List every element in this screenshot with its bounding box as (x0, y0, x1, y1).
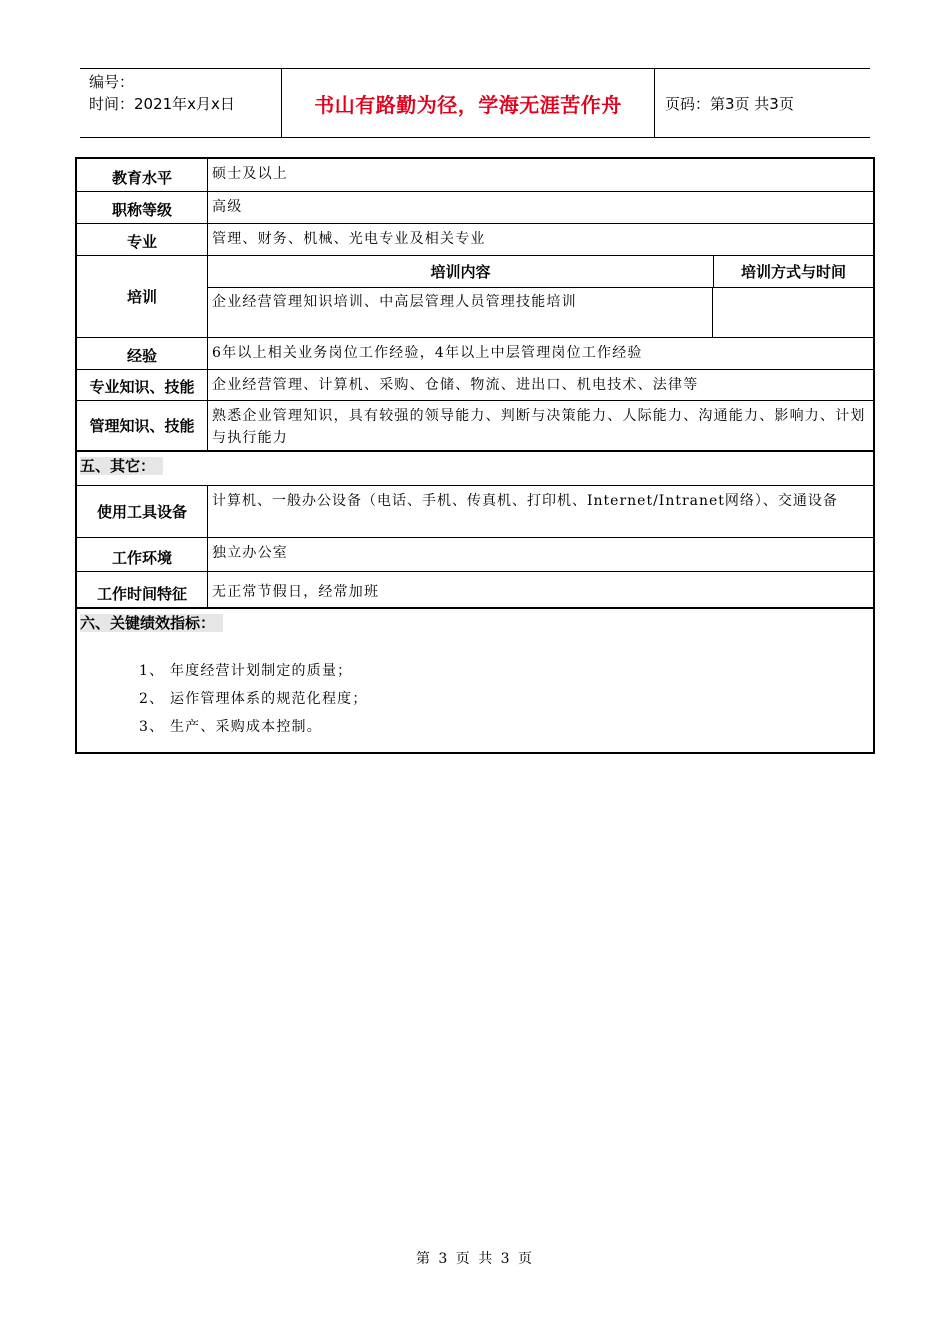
title-level-label: 职称等级 (77, 192, 208, 223)
training-body (208, 288, 873, 337)
experience-value: 6年以上相关业务岗位工作经验，4年以上中层管理岗位工作经验 (212, 345, 643, 361)
professional-skills-value: 企业经营管理、计算机、采购、仓储、物流、进出口、机电技术、法律等 (212, 377, 699, 393)
schedule-label: 工作时间特征 (77, 572, 208, 607)
training-method-value (713, 288, 873, 337)
header-motto: 书山有路勤为径，学海无涯苦作舟 (282, 69, 655, 137)
kpi-item: 1、 年度经营计划制定的质量； (139, 663, 353, 679)
job-description-table (75, 157, 875, 754)
header-page-label: 页码：第3页 共3页 (665, 94, 794, 113)
management-skills-label: 管理知识、技能 (77, 401, 208, 450)
tools-label: 使用工具设备 (77, 486, 208, 537)
training-label: 培训 (77, 256, 208, 337)
title-level-value: 高级 (212, 199, 243, 215)
training-row (77, 256, 873, 338)
environment-label: 工作环境 (77, 538, 208, 571)
professional-skills-row (77, 370, 873, 401)
management-skills-value: 熟悉企业管理知识，具有较强的领导能力、判断与决策能力、人际能力、沟通能力、影响力、计划与执行能力 (212, 408, 866, 446)
doc-number-label: 编号： (89, 73, 135, 91)
section6-block (77, 609, 873, 752)
header-meta (80, 69, 282, 137)
tools-row (77, 486, 873, 538)
page-header (80, 68, 870, 138)
education-value: 硕士及以上 (212, 166, 288, 182)
doc-date-label: 时间：2021年x月x日 (89, 95, 235, 113)
education-label: 教育水平 (77, 159, 208, 191)
major-label: 专业 (77, 224, 208, 255)
kpi-item: 2、 运作管理体系的规范化程度； (139, 691, 368, 707)
management-skills-row (77, 401, 873, 452)
training-content-header: 培训内容 (208, 256, 714, 287)
education-row (77, 159, 873, 192)
training-content-value: 企业经营管理知识培训、中高层管理人员管理技能培训 (208, 288, 713, 337)
environment-value: 独立办公室 (212, 545, 288, 561)
schedule-value: 无正常节假日，经常加班 (212, 584, 380, 600)
schedule-row (77, 572, 873, 609)
section5-title-row (77, 452, 873, 486)
training-subtable (208, 256, 873, 337)
kpi-item: 3、 生产、采购成本控制。 (139, 719, 322, 735)
tools-value: 计算机、一般办公设备（电话、手机、传真机、打印机、Internet/Intranet网络）、交通设备 (212, 493, 838, 509)
section5-title: 五、其它： (77, 452, 163, 485)
title-level-row (77, 192, 873, 224)
major-row (77, 224, 873, 256)
experience-row (77, 338, 873, 370)
major-value: 管理、财务、机械、光电专业及相关专业 (212, 231, 486, 247)
training-method-header: 培训方式与时间 (740, 263, 846, 281)
environment-row (77, 538, 873, 572)
professional-skills-label: 专业知识、技能 (77, 370, 208, 400)
experience-label: 经验 (77, 338, 208, 369)
training-header (208, 256, 873, 288)
page-footer: 第 3 页 共 3 页 (415, 1251, 535, 1267)
section6-title: 六、关键绩效指标： (77, 609, 223, 633)
